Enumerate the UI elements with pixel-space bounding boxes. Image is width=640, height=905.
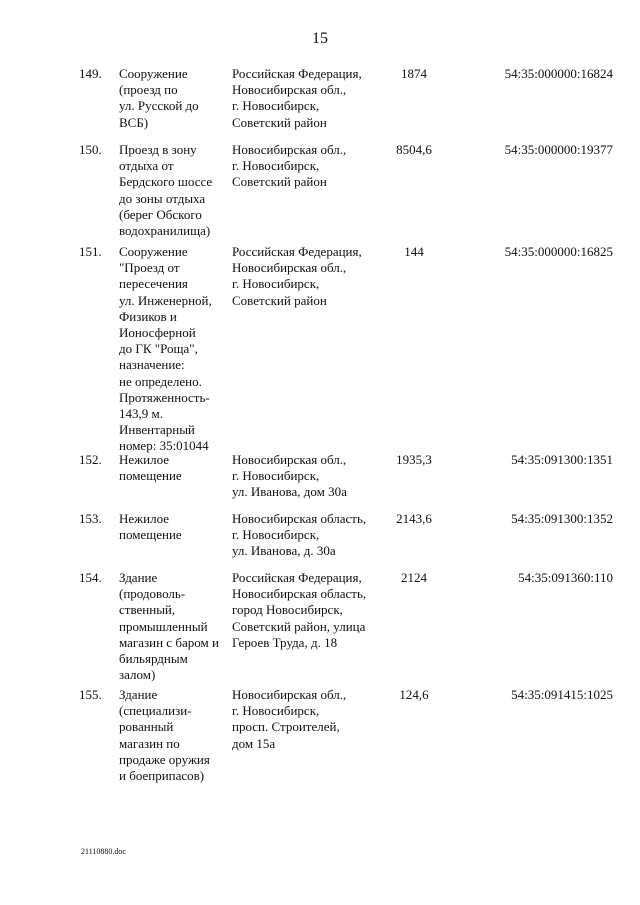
- object-location: Новосибирская обл., г. Новосибирск, просп. Строителей, дом 15а: [232, 687, 347, 751]
- record-number: 153.: [79, 511, 102, 526]
- cadastral-number: 54:35:091300:1351: [511, 452, 613, 467]
- cadastral-number: 54:35:091415:1025: [511, 687, 613, 702]
- cadastral-number: 54:35:091300:1352: [511, 511, 613, 526]
- object-area: 1874: [401, 66, 427, 81]
- object-name: Сооружение (проезд по ул. Русской до ВСБ): [119, 66, 199, 130]
- footer-filename: 21110880.doc: [81, 847, 126, 856]
- object-location: Российская Федерация, Новосибирская обл., г. Новосибирск, Советский район: [232, 66, 362, 130]
- cadastral-number: 54:35:000000:19377: [504, 142, 613, 157]
- object-name: Здание (продоволь- ственный, промышленный магазин с баром и бильярдным залом): [119, 570, 219, 683]
- object-location: Российская Федерация, Новосибирская обл., г. Новосибирск, Советский район: [232, 244, 362, 308]
- object-name: Нежилое помещение: [119, 452, 182, 484]
- object-area: 1935,3: [396, 452, 432, 467]
- record-number: 152.: [79, 452, 102, 467]
- object-area: 144: [404, 244, 424, 259]
- record-number: 150.: [79, 142, 102, 157]
- object-area: 124,6: [399, 687, 429, 702]
- object-location: Российская Федерация, Новосибирская область, город Новосибирск, Советский район, улица Героев Труда, д. 18: [232, 570, 367, 650]
- record-number: 155.: [79, 687, 102, 702]
- record-number: 149.: [79, 66, 102, 81]
- object-name: Проезд в зону отдыха от Бердского шоссе до зоны отдыха (берег Обского водохранилища): [119, 142, 213, 239]
- cadastral-number: 54:35:091360:110: [518, 570, 613, 585]
- object-name: Сооружение "Проезд от пересечения ул. Инженерной, Физиков и Ионосферной до ГК "Роща", назначение: не определено. Протяженность- 143,9 м. Инвентарный номер: 35:01044: [119, 244, 212, 454]
- object-location: Новосибирская область, г. Новосибирск, ул. Иванова, д. 30а: [232, 511, 367, 559]
- object-name: Нежилое помещение: [119, 511, 182, 543]
- object-area: 8504,6: [396, 142, 432, 157]
- cadastral-number: 54:35:000000:16825: [504, 244, 613, 259]
- object-location: Новосибирская обл., г. Новосибирск, ул. Иванова, дом 30а: [232, 452, 347, 500]
- page-number: 15: [312, 30, 328, 47]
- object-name: Здание (специализи- рованный магазин по продаже оружия и боеприпасов): [119, 687, 210, 784]
- object-area: 2124: [401, 570, 427, 585]
- object-location: Новосибирская обл., г. Новосибирск, Советский район: [232, 142, 347, 190]
- record-number: 151.: [79, 244, 102, 259]
- cadastral-number: 54:35:000000:16824: [504, 66, 613, 81]
- object-area: 2143,6: [396, 511, 432, 526]
- record-number: 154.: [79, 570, 102, 585]
